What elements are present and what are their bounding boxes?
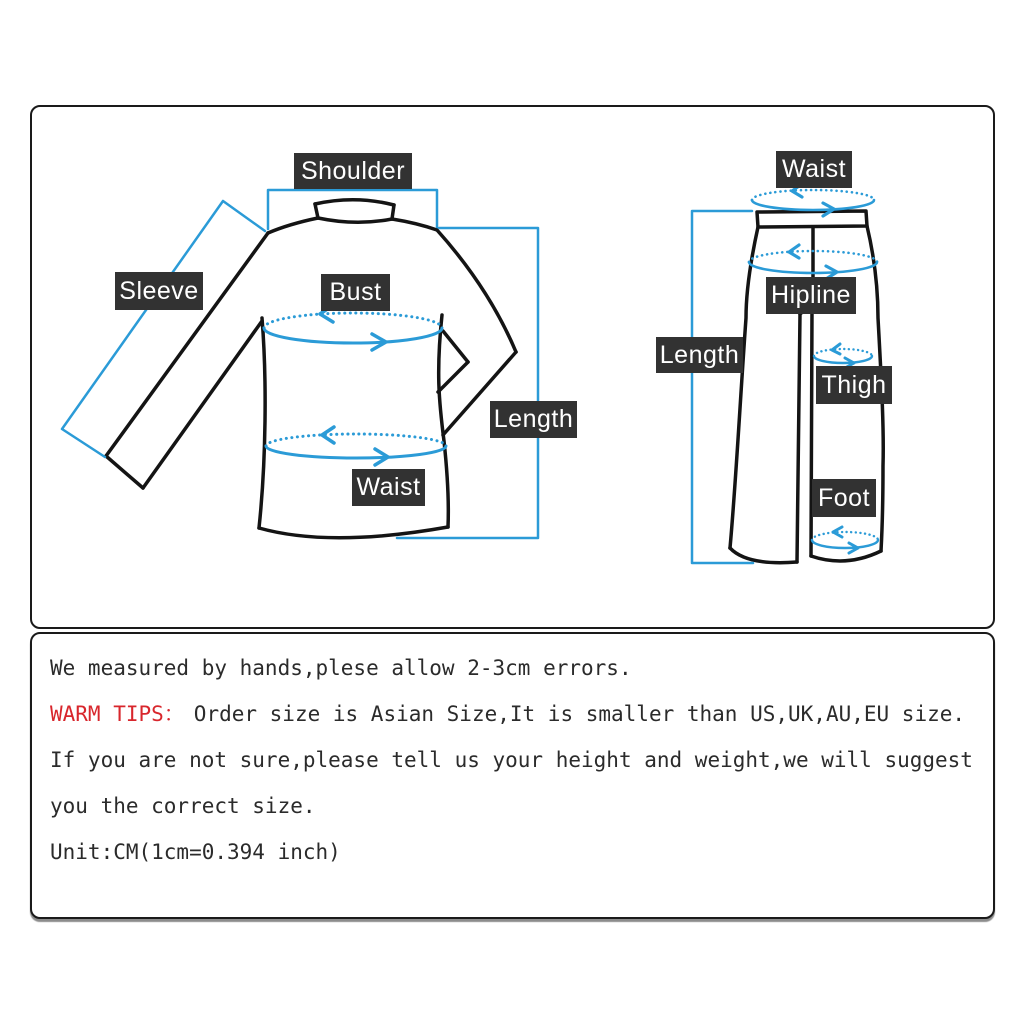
note-line-1: We measured by hands,plese allow 2-3cm errors. (50, 656, 632, 680)
label-pants-length: Length (656, 337, 743, 373)
label-pants-hipline: Hipline (766, 277, 856, 314)
label-pants-waist: Waist (776, 151, 852, 188)
notes-panel (30, 632, 995, 919)
label-shirt-sleeve: Sleeve (115, 272, 203, 310)
label-shirt-waist: Waist (352, 469, 425, 506)
label-shirt-shoulder: Shoulder (294, 153, 412, 189)
note-line-4: you the correct size. (50, 794, 316, 818)
warm-tips-text: Order size is Asian Size,It is smaller than US,UK,AU,EU size. (193, 702, 966, 726)
note-line-3: If you are not sure,please tell us your height and weight,we will suggest (50, 748, 973, 772)
note-line-5: Unit:CM(1cm=0.394 inch) (50, 840, 341, 864)
label-shirt-bust: Bust (321, 274, 390, 311)
label-pants-thigh: Thigh (816, 366, 892, 404)
note-line-2 (50, 691, 993, 737)
label-shirt-length: Length (490, 401, 577, 438)
warm-tips-label: WARM TIPS： (50, 702, 185, 726)
label-pants-foot: Foot (812, 479, 876, 517)
